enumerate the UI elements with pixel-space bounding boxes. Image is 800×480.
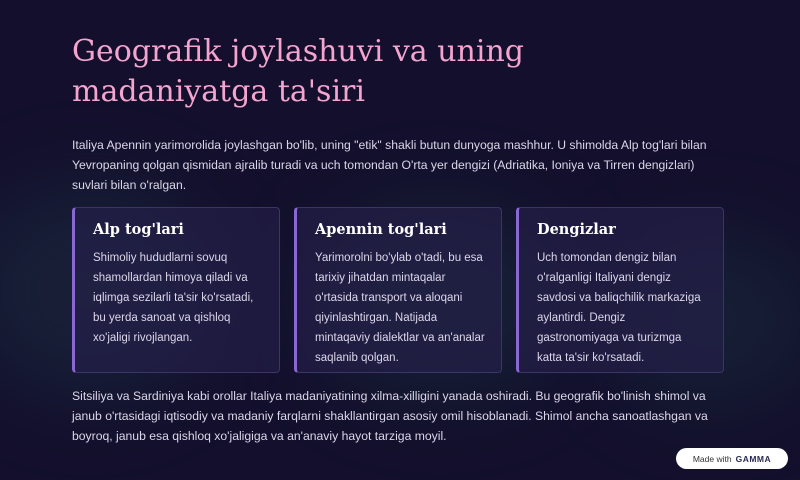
card-title: Alp tog'lari xyxy=(93,221,184,238)
intro-paragraph: Italiya Apennin yarimorolida joylashgan bo'lib, uning "etik" shakli butun dunyoga mashhur. U shimolda Alp tog'lari bilan Yevropaning qolgan qismidan ajralib turadi va uch tomondan O'rta yer dengizi (Adriatika, Ioniya va Tirren dengizlari) suvlari bilan o'ralgan. xyxy=(72,138,707,192)
card-title: Apennin tog'lari xyxy=(315,221,447,238)
card-body: Uch tomondan dengiz bilan o'ralganligi Italiyani dengiz savdosi va baliqchilik markaziga aylantirdi. Dengiz gastronomiyaga va turizmga katta ta'sir ko'rsatadi. xyxy=(537,252,701,364)
gamma-logo: GAMMA xyxy=(735,453,772,464)
badge-prefix: Made with xyxy=(692,453,732,464)
card-title: Dengizlar xyxy=(537,221,616,238)
outro-paragraph: Sitsiliya va Sardiniya kabi orollar Italiya madaniyatining xilma-xilligini yanada oshiradi. Bu geografik bo'linish shimol va janub o'rtasidagi iqtisodiy va madaniy farqlarni shakllantirgan asosiy omil hisoblanadi. Shimol ancha sanoatlashgan va boyroq, janub esa qishloq xo'jaligiga va an'anaviy hayot tarziga moyil. xyxy=(72,389,708,443)
card-seas xyxy=(516,207,724,373)
card-alps xyxy=(72,207,280,373)
slide-title: Geografik joylashuvi va uning madaniyatga ta'siri xyxy=(72,34,524,109)
card-apennines xyxy=(294,207,502,373)
card-body: Yarimorolni bo'ylab o'tadi, bu esa tarixiy jihatdan mintaqalar o'rtasida transport va aloqani qiyinlashtirgan. Natijada mintaqaviy dialektlar va an'analar saqlanib qolgan. xyxy=(315,252,485,364)
made-with-gamma-badge[interactable] xyxy=(676,448,788,469)
card-body: Shimoliy hududlarni sovuq shamollardan himoya qiladi va iqlimga sezilarli ta'sir ko'rsatadi, bu yerda sanoat va qishloq xo'jaligi rivojlangan. xyxy=(93,252,254,344)
